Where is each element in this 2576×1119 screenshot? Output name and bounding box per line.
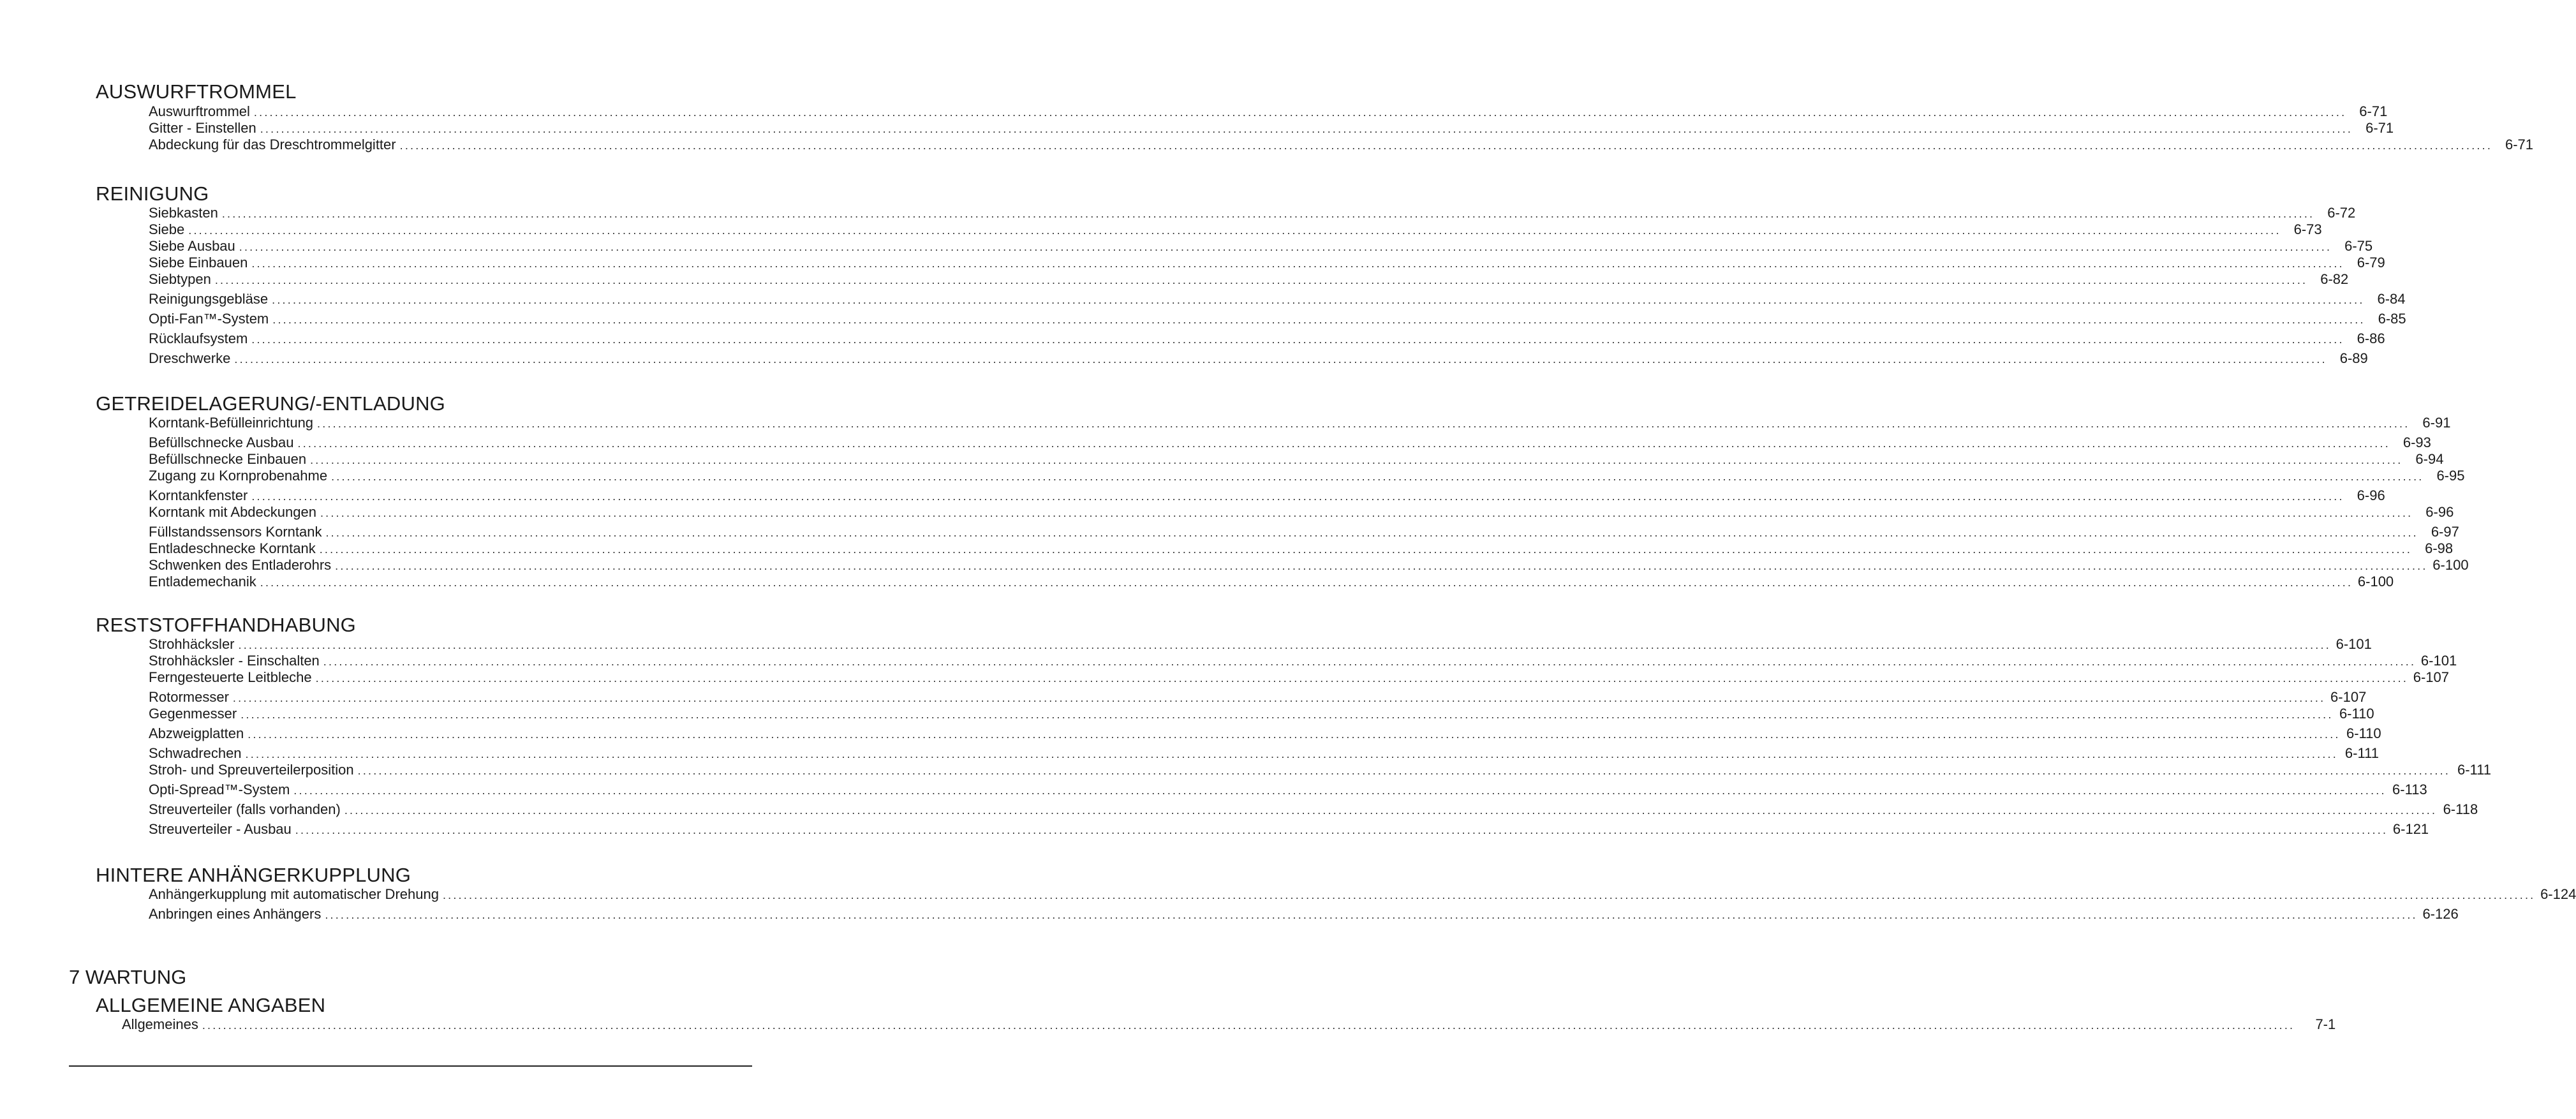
toc-entry[interactable] — [122, 1016, 2336, 1033]
toc-entry-title: Schwenken des Entladerohrs — [149, 557, 332, 573]
toc-entry-page: 6-79 — [2357, 255, 2385, 270]
dot-leader: ................................................................................................................................................................................................................................................................................................................................................................................................................ — [331, 470, 2424, 483]
toc-entry-title: Auswurftrommel — [149, 103, 250, 119]
dot-leader: ................................................................................................................................................................................................................................................................................................................................................................................................................ — [442, 889, 2536, 901]
toc-entry[interactable] — [149, 137, 2534, 153]
toc-entry-title: Siebe Einbauen — [149, 255, 248, 270]
dot-leader: ................................................................................................................................................................................................................................................................................................................................................................................................................ — [297, 437, 2390, 450]
toc-entry-page: 6-113 — [2392, 782, 2427, 797]
footer-rule — [69, 1065, 752, 1067]
toc-entry[interactable] — [149, 504, 2454, 521]
toc-entry-page: 6-93 — [2402, 434, 2431, 450]
dot-leader: ................................................................................................................................................................................................................................................................................................................................................................................................................ — [319, 543, 2413, 556]
toc-entry-title: Reinigungsgebläse — [149, 291, 269, 307]
dot-leader: ................................................................................................................................................................................................................................................................................................................................................................................................................ — [310, 454, 2403, 466]
toc-entry[interactable] — [149, 540, 2454, 557]
toc-entry-title: Strohhäcksler - Einschalten — [149, 653, 320, 669]
toc-entry[interactable] — [149, 434, 2431, 451]
toc-entry[interactable] — [149, 311, 2406, 327]
toc-entry-page: 6-96 — [2357, 487, 2385, 503]
dot-leader: ................................................................................................................................................................................................................................................................................................................................................................................................................ — [320, 507, 2413, 519]
dot-leader: ................................................................................................................................................................................................................................................................................................................................................................................................................ — [245, 748, 2338, 760]
dot-leader: ................................................................................................................................................................................................................................................................................................................................................................................................................ — [234, 353, 2327, 366]
dot-leader: ................................................................................................................................................................................................................................................................................................................................................................................................................ — [399, 139, 2493, 152]
toc-entry[interactable] — [149, 221, 2322, 238]
toc-entry-page: 6-101 — [2335, 636, 2372, 652]
dot-leader: ................................................................................................................................................................................................................................................................................................................................................................................................................ — [295, 824, 2388, 836]
toc-entry-title: Gegenmesser — [149, 706, 237, 722]
toc-entry[interactable] — [149, 762, 2492, 778]
toc-entry-title: Allgemeines — [122, 1016, 198, 1032]
toc-entry-title: Rücklaufsystem — [149, 330, 248, 346]
dot-leader: ................................................................................................................................................................................................................................................................................................................................................................................................................ — [260, 576, 2353, 589]
toc-entry-title: Befüllschnecke Einbauen — [149, 451, 307, 467]
toc-entry[interactable] — [149, 689, 2367, 706]
dot-leader: ................................................................................................................................................................................................................................................................................................................................................................................................................ — [221, 207, 2315, 220]
toc-entry[interactable] — [149, 821, 2429, 838]
toc-entry-title: Siebtypen — [149, 271, 211, 287]
toc-entry-page: 6-118 — [2443, 801, 2478, 817]
toc-entry-page: 6-121 — [2392, 821, 2429, 837]
toc-entry-title: Opti-Fan™-System — [149, 311, 269, 327]
toc-entry-title: Schwadrechen — [149, 745, 242, 761]
toc-entry-page: 6-72 — [2327, 205, 2356, 221]
toc-entry-title: Zugang zu Kornprobenahme — [149, 468, 328, 484]
toc-entry[interactable] — [149, 330, 2385, 347]
toc-entry-title: Befüllschnecke Ausbau — [149, 434, 294, 450]
toc-entry-title: Dreschwerke — [149, 350, 231, 366]
toc-entry[interactable] — [149, 782, 2427, 798]
toc-entry-page: 6-91 — [2422, 415, 2451, 431]
dot-leader: ................................................................................................................................................................................................................................................................................................................................................................................................................ — [325, 908, 2418, 921]
toc-entry-title: Korntankfenster — [149, 487, 248, 503]
dot-leader: ................................................................................................................................................................................................................................................................................................................................................................................................................ — [357, 764, 2451, 777]
dot-leader: ................................................................................................................................................................................................................................................................................................................................................................................................................ — [241, 708, 2334, 721]
dot-leader: ................................................................................................................................................................................................................................................................................................................................................................................................................ — [239, 241, 2332, 253]
toc-entry-title: Opti-Spread™-System — [149, 782, 290, 797]
dot-leader: ................................................................................................................................................................................................................................................................................................................................................................................................................ — [272, 313, 2365, 326]
toc-entry[interactable] — [149, 636, 2372, 653]
dot-leader: ................................................................................................................................................................................................................................................................................................................................................................................................................ — [251, 333, 2344, 346]
toc-entry-page: 6-85 — [2378, 311, 2406, 327]
toc-entry-page: 6-96 — [2425, 504, 2454, 520]
dot-leader: ................................................................................................................................................................................................................................................................................................................................................................................................................ — [272, 293, 2365, 306]
dot-leader: ................................................................................................................................................................................................................................................................................................................................................................................................................ — [238, 639, 2331, 651]
toc-entry-page: 6-89 — [2339, 350, 2368, 366]
dot-leader: ................................................................................................................................................................................................................................................................................................................................................................................................................ — [317, 417, 2410, 430]
toc-entry-page: 6-73 — [2293, 221, 2322, 237]
toc-entry[interactable] — [149, 103, 2388, 120]
toc-entry-title: Streuverteiler - Ausbau — [149, 821, 292, 837]
toc-entry[interactable] — [149, 205, 2356, 221]
section-heading-getreidelagerung: GETREIDELAGERUNG/-ENTLADUNG — [96, 392, 445, 415]
dot-leader: ................................................................................................................................................................................................................................................................................................................................................................................................................ — [335, 560, 2428, 572]
toc-entry-page: 6-107 — [2330, 689, 2367, 705]
toc-entry-title: Streuverteiler (falls vorhanden) — [149, 801, 341, 817]
toc-entry-title: Entladeschnecke Korntank — [149, 540, 316, 556]
toc-entry[interactable] — [149, 468, 2465, 484]
toc-entry[interactable] — [149, 557, 2469, 574]
toc-entry-page: 6-111 — [2457, 762, 2492, 778]
dot-leader: ................................................................................................................................................................................................................................................................................................................................................................................................................ — [188, 224, 2281, 237]
toc-entry-title: Anbringen eines Anhängers — [149, 906, 322, 922]
toc-entry[interactable] — [149, 524, 2459, 540]
toc-entry[interactable] — [149, 238, 2373, 255]
toc-entry-page: 6-101 — [2420, 653, 2457, 669]
dot-leader: ................................................................................................................................................................................................................................................................................................................................................................................................................ — [202, 1019, 2295, 1032]
toc-entry-title: Füllstandssensors Korntank — [149, 524, 322, 540]
toc-entry-page: 6-97 — [2431, 524, 2459, 540]
toc-entry[interactable] — [149, 706, 2374, 722]
toc-entry-title: Abdeckung für das Dreschtrommelgitter — [149, 137, 396, 152]
dot-leader: ................................................................................................................................................................................................................................................................................................................................................................................................................ — [253, 106, 2347, 119]
toc-entry-title: Entlademechanik — [149, 574, 256, 589]
toc-entry-title: Siebe — [149, 221, 185, 237]
toc-entry[interactable] — [149, 255, 2385, 271]
toc-entry-page: 6-126 — [2422, 906, 2459, 922]
toc-entry-page: 6-71 — [2359, 103, 2388, 119]
dot-leader: ................................................................................................................................................................................................................................................................................................................................................................................................................ — [323, 655, 2417, 668]
section-heading-reinigung: REINIGUNG — [96, 182, 209, 205]
toc-entry-title: Abzweigplatten — [149, 725, 244, 741]
toc-entry[interactable] — [149, 886, 2576, 903]
dot-leader: ................................................................................................................................................................................................................................................................................................................................................................................................................ — [232, 692, 2326, 704]
toc-entry-title: Stroh- und Spreuverteilerposition — [149, 762, 354, 778]
dot-leader: ................................................................................................................................................................................................................................................................................................................................................................................................................ — [325, 526, 2418, 539]
section-heading-allgemeine-angaben: ALLGEMEINE ANGABEN — [96, 994, 326, 1016]
dot-leader: ................................................................................................................................................................................................................................................................................................................................................................................................................ — [214, 274, 2308, 286]
toc-entry[interactable] — [149, 120, 2394, 137]
toc-entry-page: 7-1 — [2315, 1016, 2336, 1032]
dot-leader: ................................................................................................................................................................................................................................................................................................................................................................................................................ — [260, 122, 2353, 135]
toc-entry[interactable] — [149, 669, 2450, 686]
toc-entry[interactable] — [149, 653, 2457, 669]
toc-entry-title: Korntank mit Abdeckungen — [149, 504, 316, 520]
toc-entry-page: 6-71 — [2365, 120, 2394, 136]
chapter-heading-wartung: 7 WARTUNG — [69, 966, 187, 988]
toc-entry-title: Siebe Ausbau — [149, 238, 235, 254]
toc-entry-page: 6-82 — [2320, 271, 2349, 287]
toc-entry[interactable] — [149, 745, 2379, 762]
toc-entry[interactable] — [149, 350, 2368, 367]
dot-leader: ................................................................................................................................................................................................................................................................................................................................................................................................................ — [251, 257, 2344, 270]
toc-entry-title: Gitter - Einstellen — [149, 120, 256, 136]
toc-entry-title: Korntank-Befülleinrichtung — [149, 415, 314, 431]
dot-leader: ................................................................................................................................................................................................................................................................................................................................................................................................................ — [293, 784, 2387, 797]
toc-entry[interactable] — [149, 574, 2394, 590]
dot-leader: ................................................................................................................................................................................................................................................................................................................................................................................................................ — [251, 490, 2344, 503]
toc-entry-title: Strohhäcksler — [149, 636, 235, 652]
toc-entry-page: 6-84 — [2377, 291, 2406, 307]
toc-entry-page: 6-110 — [2339, 706, 2374, 722]
toc-entry-page: 6-100 — [2357, 574, 2394, 589]
toc-entry-page: 6-107 — [2413, 669, 2450, 685]
toc-entry[interactable] — [149, 415, 2451, 431]
toc-entry-page: 6-111 — [2344, 745, 2379, 761]
toc-entry[interactable] — [149, 271, 2349, 288]
toc-entry[interactable] — [149, 906, 2459, 923]
toc-entry-page: 6-98 — [2425, 540, 2454, 556]
toc-entry-page: 6-75 — [2344, 238, 2373, 254]
toc-entry-page: 6-86 — [2357, 330, 2385, 346]
dot-leader: ................................................................................................................................................................................................................................................................................................................................................................................................................ — [315, 672, 2409, 685]
dot-leader: ................................................................................................................................................................................................................................................................................................................................................................................................................ — [344, 804, 2438, 817]
section-heading-auswurftrommel: AUSWURFTROMMEL — [96, 80, 297, 103]
toc-entry[interactable] — [149, 725, 2381, 742]
section-heading-reststoffhandhabung: RESTSTOFFHANDHABUNG — [96, 614, 356, 636]
toc-entry[interactable] — [149, 291, 2406, 308]
toc-entry-page: 6-94 — [2415, 451, 2444, 467]
toc-entry-page: 6-100 — [2432, 557, 2469, 573]
toc-entry-page: 6-71 — [2505, 137, 2534, 152]
section-heading-hintere-anhaengerkupplung: HINTERE ANHÄNGERKUPPLUNG — [96, 864, 411, 886]
toc-entry[interactable] — [149, 487, 2385, 504]
toc-entry[interactable] — [149, 451, 2444, 468]
toc-entry-title: Siebkasten — [149, 205, 218, 221]
toc-entry-page: 6-95 — [2436, 468, 2465, 484]
toc-entry-title: Rotormesser — [149, 689, 229, 705]
toc-entry-page: 6-124 — [2540, 886, 2576, 902]
toc-entry[interactable] — [149, 801, 2478, 818]
toc-entry-title: Anhängerkupplung mit automatischer Drehung — [149, 886, 439, 902]
dot-leader: ................................................................................................................................................................................................................................................................................................................................................................................................................ — [248, 728, 2341, 741]
toc-entry-title: Ferngesteuerte Leitbleche — [149, 669, 312, 685]
toc-entry-page: 6-110 — [2346, 725, 2381, 741]
